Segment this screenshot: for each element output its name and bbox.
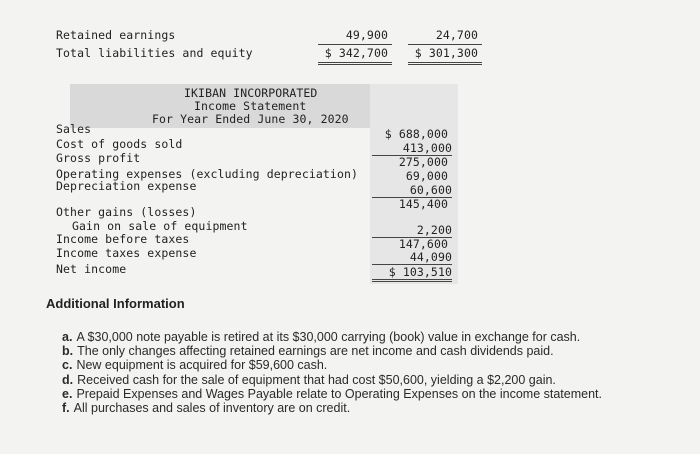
item-letter: f. xyxy=(62,401,70,415)
cogs-label: Cost of goods sold xyxy=(56,137,183,151)
gross-profit-label: Gross profit xyxy=(56,151,141,165)
total-liabilities-equity-label: Total liabilities and equity xyxy=(56,46,253,60)
rule xyxy=(318,44,392,45)
total-liabilities-equity-prior: $ 301,300 xyxy=(414,46,478,60)
net-income-label: Net income xyxy=(56,262,127,276)
item-text: Prepaid Expenses and Wages Payable relate to Operating Expenses on the income statement. xyxy=(76,387,602,401)
sales-value: $ 688,000 xyxy=(384,127,448,141)
item-letter: a. xyxy=(62,330,73,344)
operating-expenses-value: 69,000 xyxy=(405,169,448,183)
additional-item-b xyxy=(62,344,554,358)
double-rule xyxy=(318,62,392,65)
cogs-value: 413,000 xyxy=(372,141,452,156)
item-text: New equipment is acquired for $59,600 cash. xyxy=(76,358,328,372)
double-rule xyxy=(408,62,482,65)
item-text: All purchases and sales of inventory are on credit. xyxy=(73,401,351,415)
company-name: IKIBAN INCORPORATED xyxy=(184,86,318,100)
additional-item-c xyxy=(62,358,327,372)
depreciation-value: 60,600 xyxy=(372,183,452,198)
rule xyxy=(408,44,482,45)
item-letter: e. xyxy=(62,387,73,401)
retained-earnings-prior: 24,700 xyxy=(435,28,478,42)
gain-on-sale-value: 2,200 xyxy=(372,223,452,238)
operating-expenses-label: Operating expenses (excluding depreciation) xyxy=(56,167,359,181)
item-letter: d. xyxy=(62,373,74,387)
depreciation-label: Depreciation expense xyxy=(56,179,197,193)
income-taxes-value: 44,090 xyxy=(372,250,452,265)
net-income-value: $ 103,510 xyxy=(372,265,452,282)
statement-title: Income Statement xyxy=(194,99,307,113)
item-text: A $30,000 note payable is retired at its $30,000 carrying (book) value in exchange for cash. xyxy=(76,330,581,344)
item-letter: b. xyxy=(62,344,74,358)
income-before-taxes-value: 147,600 xyxy=(398,237,448,251)
additional-item-a xyxy=(62,330,580,344)
additional-item-f xyxy=(62,401,350,415)
retained-earnings-current: 49,900 xyxy=(345,28,388,42)
total-liabilities-equity-current: $ 342,700 xyxy=(324,46,388,60)
total-expenses-value: 145,400 xyxy=(398,197,448,211)
item-text: The only changes affecting retained earnings are net income and cash dividends paid. xyxy=(77,344,554,358)
item-text: Received cash for the sale of equipment that had cost $50,600, yielding a $2,200 gain. xyxy=(77,373,556,387)
income-before-taxes-label: Income before taxes xyxy=(56,232,190,246)
retained-earnings-label: Retained earnings xyxy=(56,28,176,42)
item-letter: c. xyxy=(62,358,73,372)
gain-on-sale-label: Gain on sale of equipment xyxy=(72,219,248,233)
additional-item-d xyxy=(62,373,556,387)
gross-profit-value: 275,000 xyxy=(398,155,448,169)
statement-period: For Year Ended June 30, 2020 xyxy=(152,112,349,126)
additional-info-title: Additional Information xyxy=(46,296,185,311)
sales-label: Sales xyxy=(56,122,92,136)
additional-item-e xyxy=(62,387,602,401)
income-taxes-label: Income taxes expense xyxy=(56,246,197,260)
other-gains-label: Other gains (losses) xyxy=(56,205,197,219)
